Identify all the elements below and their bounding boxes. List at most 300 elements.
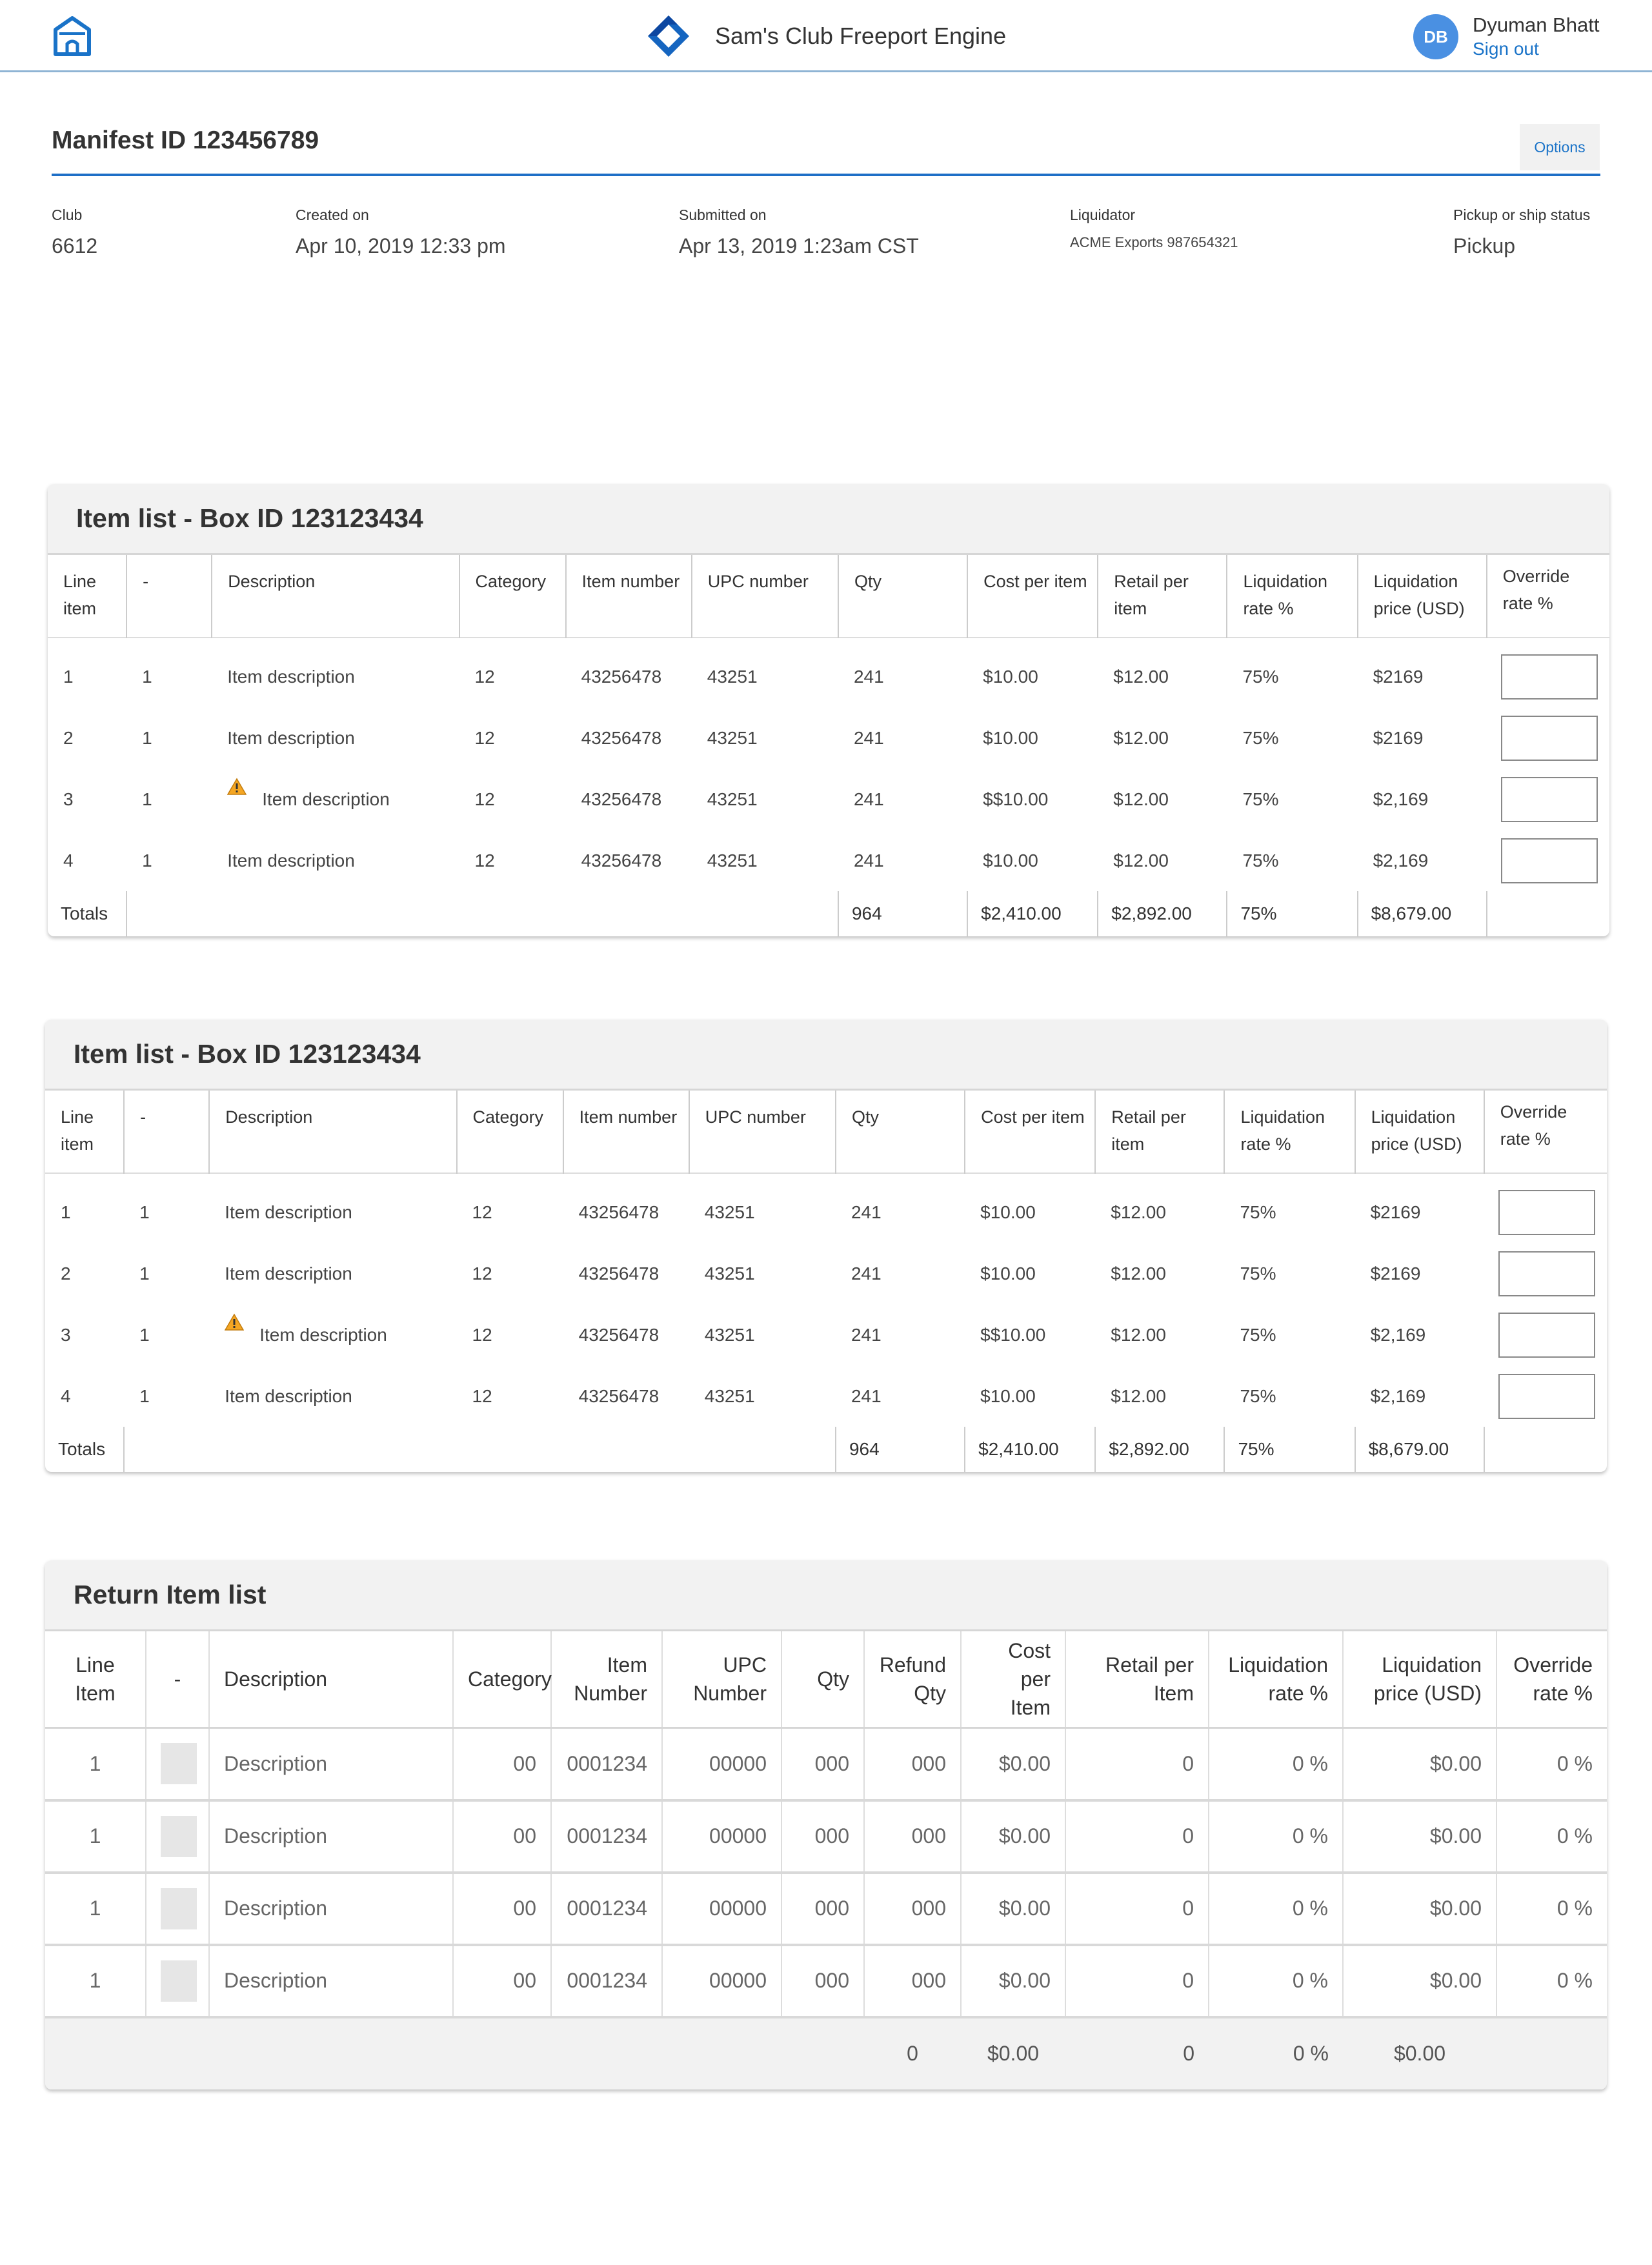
cell-text: 2 — [61, 1263, 71, 1284]
totals-spacer — [45, 2017, 864, 2089]
cell-text: $10.00 — [980, 1263, 1036, 1284]
card-header — [48, 484, 1609, 555]
cell-text: $2169 — [1370, 1263, 1421, 1284]
override-rate-input[interactable] — [1498, 1190, 1595, 1235]
column-header[interactable]: Item number — [563, 1091, 689, 1173]
image-placeholder-icon — [161, 1816, 197, 1857]
override-rate-input[interactable] — [1498, 1374, 1595, 1419]
column-header[interactable]: Description — [209, 1091, 456, 1173]
cell-text: 241 — [851, 1324, 881, 1345]
table-cell — [459, 769, 566, 830]
table-cell: 000 — [781, 1873, 864, 1945]
cell-text: $10.00 — [983, 850, 1038, 871]
cell-text: $2169 — [1370, 1202, 1421, 1222]
table-row — [48, 638, 1609, 707]
column-header[interactable]: Cost per item — [965, 1091, 1095, 1173]
totals-label: Totals — [48, 891, 126, 936]
meta-value: 6612 — [52, 234, 98, 257]
column-header[interactable]: Refund Qty — [864, 1631, 961, 1728]
column-header[interactable]: Qty — [836, 1091, 965, 1173]
table-cell — [124, 1365, 209, 1427]
cell-text: 75% — [1240, 1202, 1276, 1222]
table-row — [45, 1304, 1607, 1365]
table-cell — [457, 1365, 563, 1427]
thumbnail-cell — [146, 1728, 209, 1800]
table-row — [45, 1873, 1607, 1945]
cell-text: 12 — [474, 666, 495, 687]
totals-rate: 75% — [1224, 1427, 1355, 1472]
table-cell — [48, 830, 126, 891]
totals-price: $0.00 — [1343, 2017, 1496, 2089]
line-item: 1 — [45, 1728, 146, 1800]
column-header[interactable]: Liquidation rate % — [1209, 1631, 1343, 1728]
top-bar — [0, 0, 1652, 72]
override-rate-input[interactable] — [1501, 777, 1598, 822]
table-cell: 000 — [864, 1873, 961, 1945]
item-list-card — [45, 1020, 1607, 1472]
cell-text: Item description — [227, 666, 355, 687]
cell-text: Item description — [227, 850, 355, 871]
cell-text: 241 — [853, 850, 884, 871]
cell-text: 43251 — [707, 850, 758, 871]
totals-retail: $2,892.00 — [1095, 1427, 1224, 1472]
column-header[interactable]: - — [126, 555, 212, 638]
thumbnail-cell — [146, 1800, 209, 1873]
table-cell — [566, 638, 692, 707]
column-header[interactable]: Description — [212, 555, 459, 638]
table-cell: 00 — [453, 1873, 551, 1945]
table-cell — [457, 1304, 563, 1365]
column-header[interactable]: Liquidation price (USD) — [1358, 555, 1487, 638]
table-cell: 00000 — [662, 1728, 781, 1800]
cell-text: 1 — [139, 1263, 150, 1284]
table-cell — [212, 638, 459, 707]
cell-text: $12.00 — [1111, 1263, 1166, 1284]
cell-text: 12 — [474, 727, 495, 748]
table-cell: 00 — [453, 1945, 551, 2017]
table-row — [45, 1243, 1607, 1304]
meta-value: Apr 13, 2019 1:23am CST — [679, 234, 919, 257]
manifest-title: Manifest ID 123456789 — [52, 126, 319, 154]
table-cell: 0 % — [1209, 1945, 1343, 2017]
override-cell — [1487, 707, 1609, 769]
column-header[interactable]: Liquidation rate % — [1224, 1091, 1355, 1173]
table-cell: $0.00 — [1343, 1800, 1496, 1873]
totals-empty — [1484, 1427, 1607, 1472]
table-cell — [209, 1243, 456, 1304]
header-row — [48, 555, 1609, 638]
override-rate-input[interactable] — [1498, 1251, 1595, 1296]
table-cell: 0001234 — [551, 1873, 662, 1945]
table-row — [45, 1728, 1607, 1800]
app-name: Sam's Club Freeport Engine — [715, 23, 1007, 49]
column-header[interactable]: UPC Number — [662, 1631, 781, 1728]
column-header[interactable]: Liquidation price (USD) — [1355, 1091, 1484, 1173]
cell-text: 241 — [851, 1263, 881, 1284]
cell-text: Item description — [225, 1202, 352, 1222]
totals-empty — [1496, 2017, 1607, 2089]
table-cell: $0.00 — [961, 1728, 1065, 1800]
table-cell: 0 — [1065, 1873, 1209, 1945]
column-header[interactable]: Override rate % — [1502, 567, 1570, 613]
table-cell — [1095, 1243, 1224, 1304]
table-cell — [838, 638, 967, 707]
override-cell — [1487, 830, 1609, 891]
table-cell: 000 — [781, 1945, 864, 2017]
cell-text: 4 — [61, 1385, 71, 1406]
totals-retail: $2,892.00 — [1098, 891, 1227, 936]
column-header[interactable]: Category — [457, 1091, 563, 1173]
table-cell — [1355, 1304, 1484, 1365]
override-rate-input[interactable] — [1501, 838, 1598, 883]
table-cell — [566, 769, 692, 830]
cell-text: $2169 — [1373, 727, 1424, 748]
table-cell: $0.00 — [1343, 1945, 1496, 2017]
override-rate-input[interactable] — [1501, 654, 1598, 700]
cell-text: $2169 — [1373, 666, 1424, 687]
cell-text: 43251 — [704, 1385, 755, 1406]
table-cell: 000 — [781, 1800, 864, 1873]
table-cell — [967, 769, 1098, 830]
cell-text: 75% — [1242, 727, 1279, 748]
cell-text: 3 — [63, 789, 74, 809]
cell-text: $10.00 — [980, 1385, 1036, 1406]
table-cell: 0 — [1065, 1728, 1209, 1800]
cell-text: 12 — [472, 1202, 492, 1222]
column-header[interactable]: Cost per item — [967, 555, 1098, 638]
cell-text: $12.00 — [1113, 666, 1169, 687]
table-cell — [1098, 707, 1227, 769]
image-placeholder-icon — [161, 1888, 197, 1929]
table-cell: $0.00 — [1343, 1728, 1496, 1800]
table-cell — [1098, 638, 1227, 707]
header-row — [45, 1091, 1607, 1173]
table-cell — [124, 1304, 209, 1365]
table-cell: 0 % — [1209, 1800, 1343, 1873]
meta-liquidator — [1070, 206, 1238, 251]
item-table — [45, 1091, 1607, 1472]
table-cell — [1224, 1243, 1355, 1304]
table-cell — [1355, 1243, 1484, 1304]
cell-text: 1 — [142, 727, 152, 748]
table-cell — [836, 1304, 965, 1365]
meta-value: ACME Exports 987654321 — [1070, 234, 1238, 250]
cell-text: Item description — [225, 1385, 352, 1406]
meta-label: Created on — [296, 206, 369, 223]
cell-text: $12.00 — [1111, 1202, 1166, 1222]
column-header[interactable]: Override rate % — [1500, 1102, 1567, 1149]
column-header[interactable]: Liquidation price (USD) — [1343, 1631, 1496, 1728]
cell-text: 12 — [472, 1263, 492, 1284]
table-cell — [692, 707, 838, 769]
cell-text: $12.00 — [1111, 1385, 1166, 1406]
cell-text: $12.00 — [1113, 727, 1169, 748]
table-cell — [1358, 769, 1487, 830]
table-cell: $0.00 — [961, 1945, 1065, 2017]
column-header[interactable]: Qty — [781, 1631, 864, 1728]
cell-text: $$10.00 — [983, 789, 1049, 809]
table-cell — [126, 830, 212, 891]
card-header — [45, 1560, 1607, 1631]
line-item: 1 — [45, 1945, 146, 2017]
table-cell — [457, 1243, 563, 1304]
table-cell — [124, 1243, 209, 1304]
table-cell — [1095, 1304, 1224, 1365]
override-rate-input[interactable] — [1501, 716, 1598, 761]
meta-label: Submitted on — [679, 206, 767, 223]
table-cell: $0.00 — [961, 1800, 1065, 1873]
cell-text: 75% — [1242, 666, 1279, 687]
column-header[interactable]: Cost per Item — [961, 1631, 1065, 1728]
cell-text: 2 — [63, 727, 74, 748]
override-cell — [1487, 769, 1609, 830]
table-cell — [1095, 1173, 1224, 1243]
cell-text: 43251 — [704, 1202, 755, 1222]
totals-cost: $0.00 — [961, 2017, 1065, 2089]
meta-label: Liquidator — [1070, 206, 1136, 223]
totals-rate: 0 % — [1209, 2017, 1343, 2089]
cell-text: 241 — [851, 1385, 881, 1406]
table-cell — [1227, 769, 1357, 830]
table-cell: 0001234 — [551, 1800, 662, 1873]
table-row — [48, 707, 1609, 769]
table-cell: $0.00 — [961, 1873, 1065, 1945]
table-row — [45, 1800, 1607, 1873]
column-header[interactable]: Retail per Item — [1065, 1631, 1209, 1728]
table-cell — [692, 769, 838, 830]
table-cell: 0 — [1065, 1800, 1209, 1873]
totals-cost: $2,410.00 — [965, 1427, 1095, 1472]
totals-row — [45, 2017, 1607, 2089]
override-cell — [1484, 1365, 1607, 1427]
table-cell — [209, 1365, 456, 1427]
column-header[interactable]: Line item — [48, 555, 126, 638]
table-cell — [1098, 769, 1227, 830]
cell-text: 1 — [142, 666, 152, 687]
table-cell — [124, 1173, 209, 1243]
totals-spacer — [124, 1427, 836, 1472]
user-name: Dyuman Bhatt — [1473, 14, 1600, 36]
table-cell: 0001234 — [551, 1945, 662, 2017]
totals-retail: 0 — [1065, 2017, 1209, 2089]
cell-text: 241 — [851, 1202, 881, 1222]
cell-text: 4 — [63, 850, 74, 871]
table-cell: 0 — [1065, 1945, 1209, 2017]
meta-created — [296, 206, 506, 258]
meta-label: Pickup or ship status — [1453, 206, 1591, 223]
sign-out-link[interactable]: Sign out — [1473, 39, 1539, 59]
table-cell: 0 % — [1496, 1873, 1607, 1945]
table-cell — [1358, 707, 1487, 769]
table-cell — [1227, 638, 1357, 707]
table-cell — [1355, 1173, 1484, 1243]
table-cell — [967, 830, 1098, 891]
cell-text: 43251 — [707, 666, 758, 687]
table-cell: 0 % — [1209, 1873, 1343, 1945]
avatar[interactable]: DB — [1413, 14, 1458, 59]
image-placeholder-icon — [161, 1960, 197, 2002]
column-header[interactable]: Retail per item — [1098, 555, 1227, 638]
totals-qty: 964 — [836, 1427, 965, 1472]
table-cell — [838, 830, 967, 891]
table-cell: 00000 — [662, 1873, 781, 1945]
table-cell: 00 — [453, 1800, 551, 1873]
table-cell: 00 — [453, 1728, 551, 1800]
table-cell — [965, 1243, 1095, 1304]
cell-text: 12 — [474, 850, 495, 871]
thumbnail-cell — [146, 1873, 209, 1945]
cell-text: 43251 — [707, 727, 758, 748]
cell-text: 43251 — [704, 1263, 755, 1284]
table-cell — [965, 1304, 1095, 1365]
totals-price: $8,679.00 — [1358, 891, 1487, 936]
cell-text: 43256478 — [581, 850, 662, 871]
cell-text: 43256478 — [578, 1324, 660, 1345]
column-header[interactable]: - — [146, 1631, 209, 1728]
table-row — [45, 1945, 1607, 2017]
table-cell — [1095, 1365, 1224, 1427]
table-cell — [838, 769, 967, 830]
column-header[interactable]: UPC number — [689, 1091, 836, 1173]
table-cell: 000 — [864, 1945, 961, 2017]
column-header[interactable]: Override rate % — [1513, 1653, 1593, 1705]
table-cell — [1098, 830, 1227, 891]
cell-text: 1 — [61, 1202, 71, 1222]
column-header[interactable]: Item number — [566, 555, 692, 638]
table-cell: 0 % — [1209, 1728, 1343, 1800]
table-cell — [563, 1304, 689, 1365]
table-cell — [566, 707, 692, 769]
warning-icon — [227, 778, 247, 796]
cell-text: 1 — [63, 666, 74, 687]
home-icon[interactable] — [53, 15, 92, 57]
options-button[interactable]: Options — [1520, 124, 1600, 170]
table-cell — [692, 638, 838, 707]
table-cell — [126, 769, 212, 830]
table-cell — [209, 1173, 456, 1243]
table-cell — [838, 707, 967, 769]
table-cell — [1227, 830, 1357, 891]
table-cell — [459, 830, 566, 891]
table-cell — [457, 1173, 563, 1243]
override-cell — [1484, 1243, 1607, 1304]
cell-text: $12.00 — [1113, 850, 1169, 871]
table-cell — [1355, 1365, 1484, 1427]
cell-text: 1 — [139, 1324, 150, 1345]
column-header[interactable]: Qty — [838, 555, 967, 638]
table-cell — [212, 769, 459, 830]
table-cell: 0001234 — [551, 1728, 662, 1800]
column-header[interactable]: Item Number — [551, 1631, 662, 1728]
table-cell — [1224, 1304, 1355, 1365]
table-cell: Description — [209, 1945, 453, 2017]
table-cell: 000 — [864, 1728, 961, 1800]
table-cell — [1358, 638, 1487, 707]
table-cell — [48, 638, 126, 707]
column-header[interactable]: Line item — [45, 1091, 124, 1173]
table-cell — [459, 707, 566, 769]
table-cell — [45, 1243, 124, 1304]
column-header[interactable]: Liquidation rate % — [1227, 555, 1357, 638]
table-row — [48, 769, 1609, 830]
totals-spacer — [126, 891, 838, 936]
table-row — [45, 1173, 1607, 1243]
column-header[interactable]: Category — [459, 555, 566, 638]
table-cell — [45, 1365, 124, 1427]
cell-text: 43251 — [707, 789, 758, 809]
cell-text: 241 — [853, 727, 884, 748]
cell-text: 1 — [142, 850, 152, 871]
cell-text: $10.00 — [983, 666, 1038, 687]
cell-text: 3 — [61, 1324, 71, 1345]
cell-text: $12.00 — [1113, 789, 1169, 809]
line-item: 1 — [45, 1800, 146, 1873]
user-menu[interactable] — [1413, 13, 1599, 61]
card-title: Item list - Box ID 123123434 — [76, 503, 423, 533]
table-cell — [967, 707, 1098, 769]
cell-text: Item description — [225, 1263, 352, 1284]
line-item: 1 — [45, 1873, 146, 1945]
thumbnail-cell — [146, 1945, 209, 2017]
cell-text: 43256478 — [581, 666, 662, 687]
table-cell — [836, 1173, 965, 1243]
cell-text: $10.00 — [980, 1202, 1036, 1222]
header-row — [45, 1631, 1607, 1728]
cell-text: Item description — [262, 789, 390, 809]
cell-text: 75% — [1242, 789, 1279, 809]
item-list-card — [48, 484, 1609, 936]
meta-value: Pickup — [1453, 234, 1516, 257]
cell-text: 75% — [1242, 850, 1279, 871]
table-cell — [836, 1365, 965, 1427]
table-cell — [1358, 830, 1487, 891]
card-header — [45, 1020, 1607, 1091]
table-cell — [1224, 1173, 1355, 1243]
cell-text: $$10.00 — [980, 1324, 1046, 1345]
column-header[interactable]: Description — [209, 1631, 453, 1728]
column-header[interactable]: Retail per item — [1095, 1091, 1224, 1173]
column-header[interactable]: Line Item — [45, 1631, 146, 1728]
table-cell — [45, 1173, 124, 1243]
meta-club — [52, 206, 97, 258]
table-cell — [212, 830, 459, 891]
override-rate-input[interactable] — [1498, 1313, 1595, 1358]
table-cell: 00000 — [662, 1800, 781, 1873]
return-item-table — [45, 1631, 1607, 2089]
divider — [52, 174, 1600, 176]
card-title: Return Item list — [74, 1580, 267, 1609]
column-header[interactable]: Category — [453, 1631, 551, 1728]
totals-empty — [1487, 891, 1609, 936]
table-cell: 0 % — [1496, 1728, 1607, 1800]
cell-text: $12.00 — [1111, 1324, 1166, 1345]
column-header[interactable]: UPC number — [692, 555, 838, 638]
column-header[interactable]: - — [124, 1091, 209, 1173]
table-cell: 000 — [781, 1728, 864, 1800]
table-cell — [1224, 1365, 1355, 1427]
table-cell — [459, 638, 566, 707]
table-cell: 0 % — [1496, 1945, 1607, 2017]
table-cell — [836, 1243, 965, 1304]
cell-text: $10.00 — [983, 727, 1038, 748]
meta-pickup-status — [1453, 206, 1590, 258]
totals-rate: 75% — [1227, 891, 1357, 936]
override-cell — [1487, 638, 1609, 707]
table-cell: $0.00 — [1343, 1873, 1496, 1945]
totals-row — [45, 1427, 1607, 1472]
table-cell — [689, 1365, 836, 1427]
totals-refund_qty: 0 — [864, 2017, 961, 2089]
